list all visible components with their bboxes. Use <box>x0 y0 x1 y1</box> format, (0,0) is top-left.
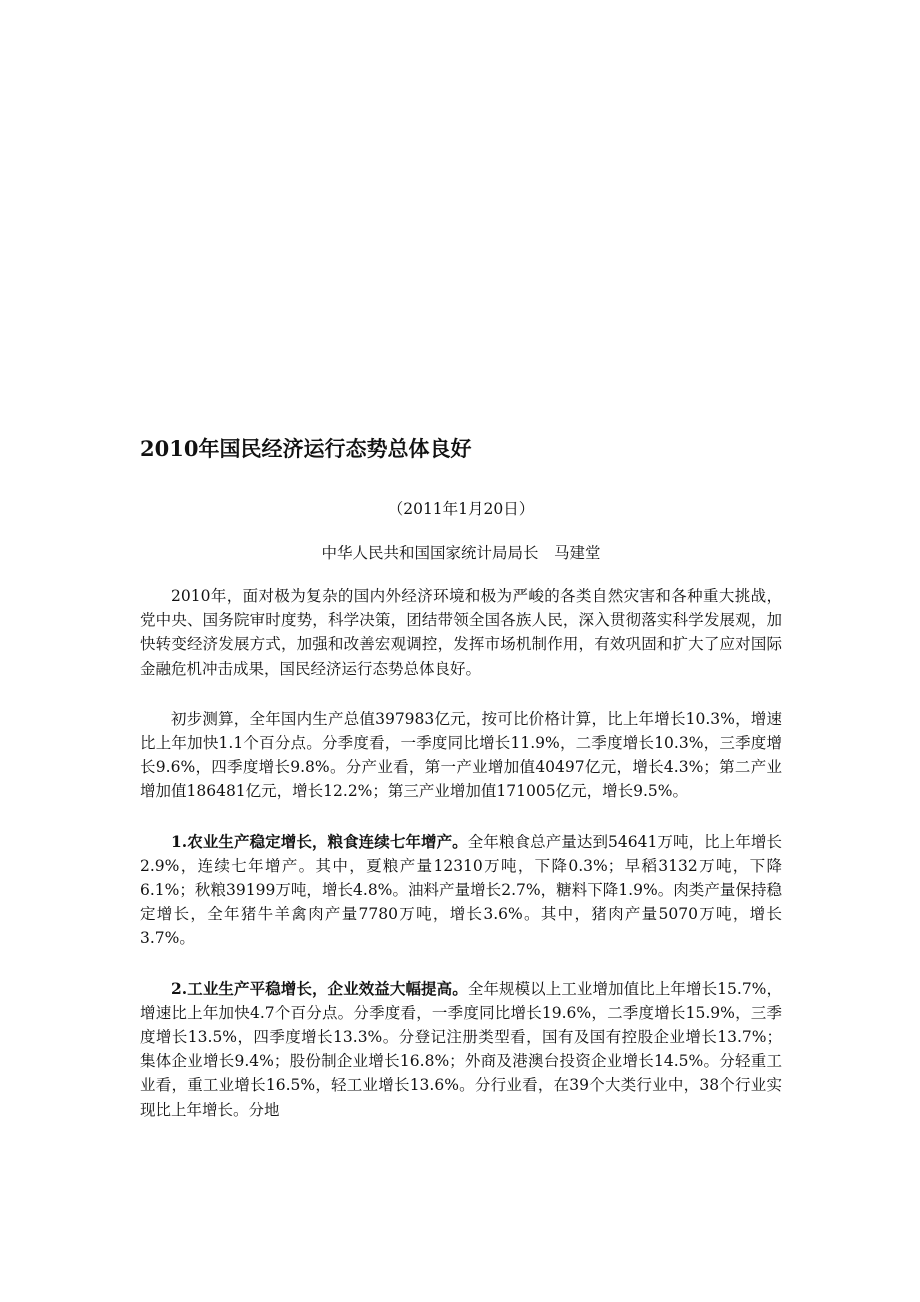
paragraph-text: 初步测算，全年国内生产总值397983亿元，按可比价格计算，比上年增长10.3%，增速比上年加快1.1个百分点。分季度看，一季度同比增长11.9%，二季度增长10.3%，三季度增长9.6%，四季度增长9.8%。分产业看，第一产业增加值40497亿元，增长4.3%；第二产业增加值186481亿元，增长12.2%；第三产业增加值171005亿元，增长9.5%。 <box>140 709 782 801</box>
paragraph-text: 2010年，面对极为复杂的国内外经济环境和极为严峻的各类自然灾害和各种重大挑战，党中央、国务院审时度势，科学决策，团结带领全国各族人民，深入贯彻落实科学发展观，加快转变经济发展方式，加强和改善宏观调控，发挥市场机制作用，有效巩固和扩大了应对国际金融危机冲击成果，国民经济运行态势总体良好。 <box>140 587 782 678</box>
paragraph-text: 全年规模以上工业增加值比上年增长15.7%，增速比上年加快4.7个百分点。分季度看，一季度同比增长19.6%，二季度增长15.9%，三季度增长13.5%，四季度增长13.3%。分登记注册类型看，国有及国有控股企业增长13.7%；集体企业增长9.4%；股份制企业增长16.8%；外商及港澳台投资企业增长14.5%。分轻重工业看，重工业增长16.5%，轻工业增长13.6%。分行业看，在39个大类行业中，38个行业实现比上年增长。分地 <box>140 979 782 1119</box>
document-title: 2010年国民经济运行态势总体良好 <box>140 436 472 461</box>
paragraph-industry <box>140 977 782 1122</box>
paragraph-intro <box>140 584 782 681</box>
paragraph-lead: 1.农业生产稳定增长，粮食连续七年增产。 <box>171 831 468 851</box>
paragraph-gdp <box>140 707 782 804</box>
paragraph-lead: 2.工业生产平稳增长，企业效益大幅提高。 <box>171 978 468 998</box>
document-date: （2011年1月20日） <box>387 500 535 518</box>
paragraph-text: 全年粮食总产量达到54641万吨，比上年增长2.9%，连续七年增产。其中，夏粮产量12310万吨，下降0.3%；早稻3132万吨，下降6.1%；秋粮39199万吨，增长4.8%。油料产量增长2.7%，糖料下降1.9%。肉类产量保持稳定增长，全年猪牛羊禽肉产量7780万吨，增长3.6%。其中，猪肉产量5070万吨，增长3.7%。 <box>140 832 783 948</box>
paragraph-agriculture <box>140 830 782 951</box>
document-body <box>140 432 782 1148</box>
document-byline: 中华人民共和国国家统计局局长 马建堂 <box>321 544 601 562</box>
